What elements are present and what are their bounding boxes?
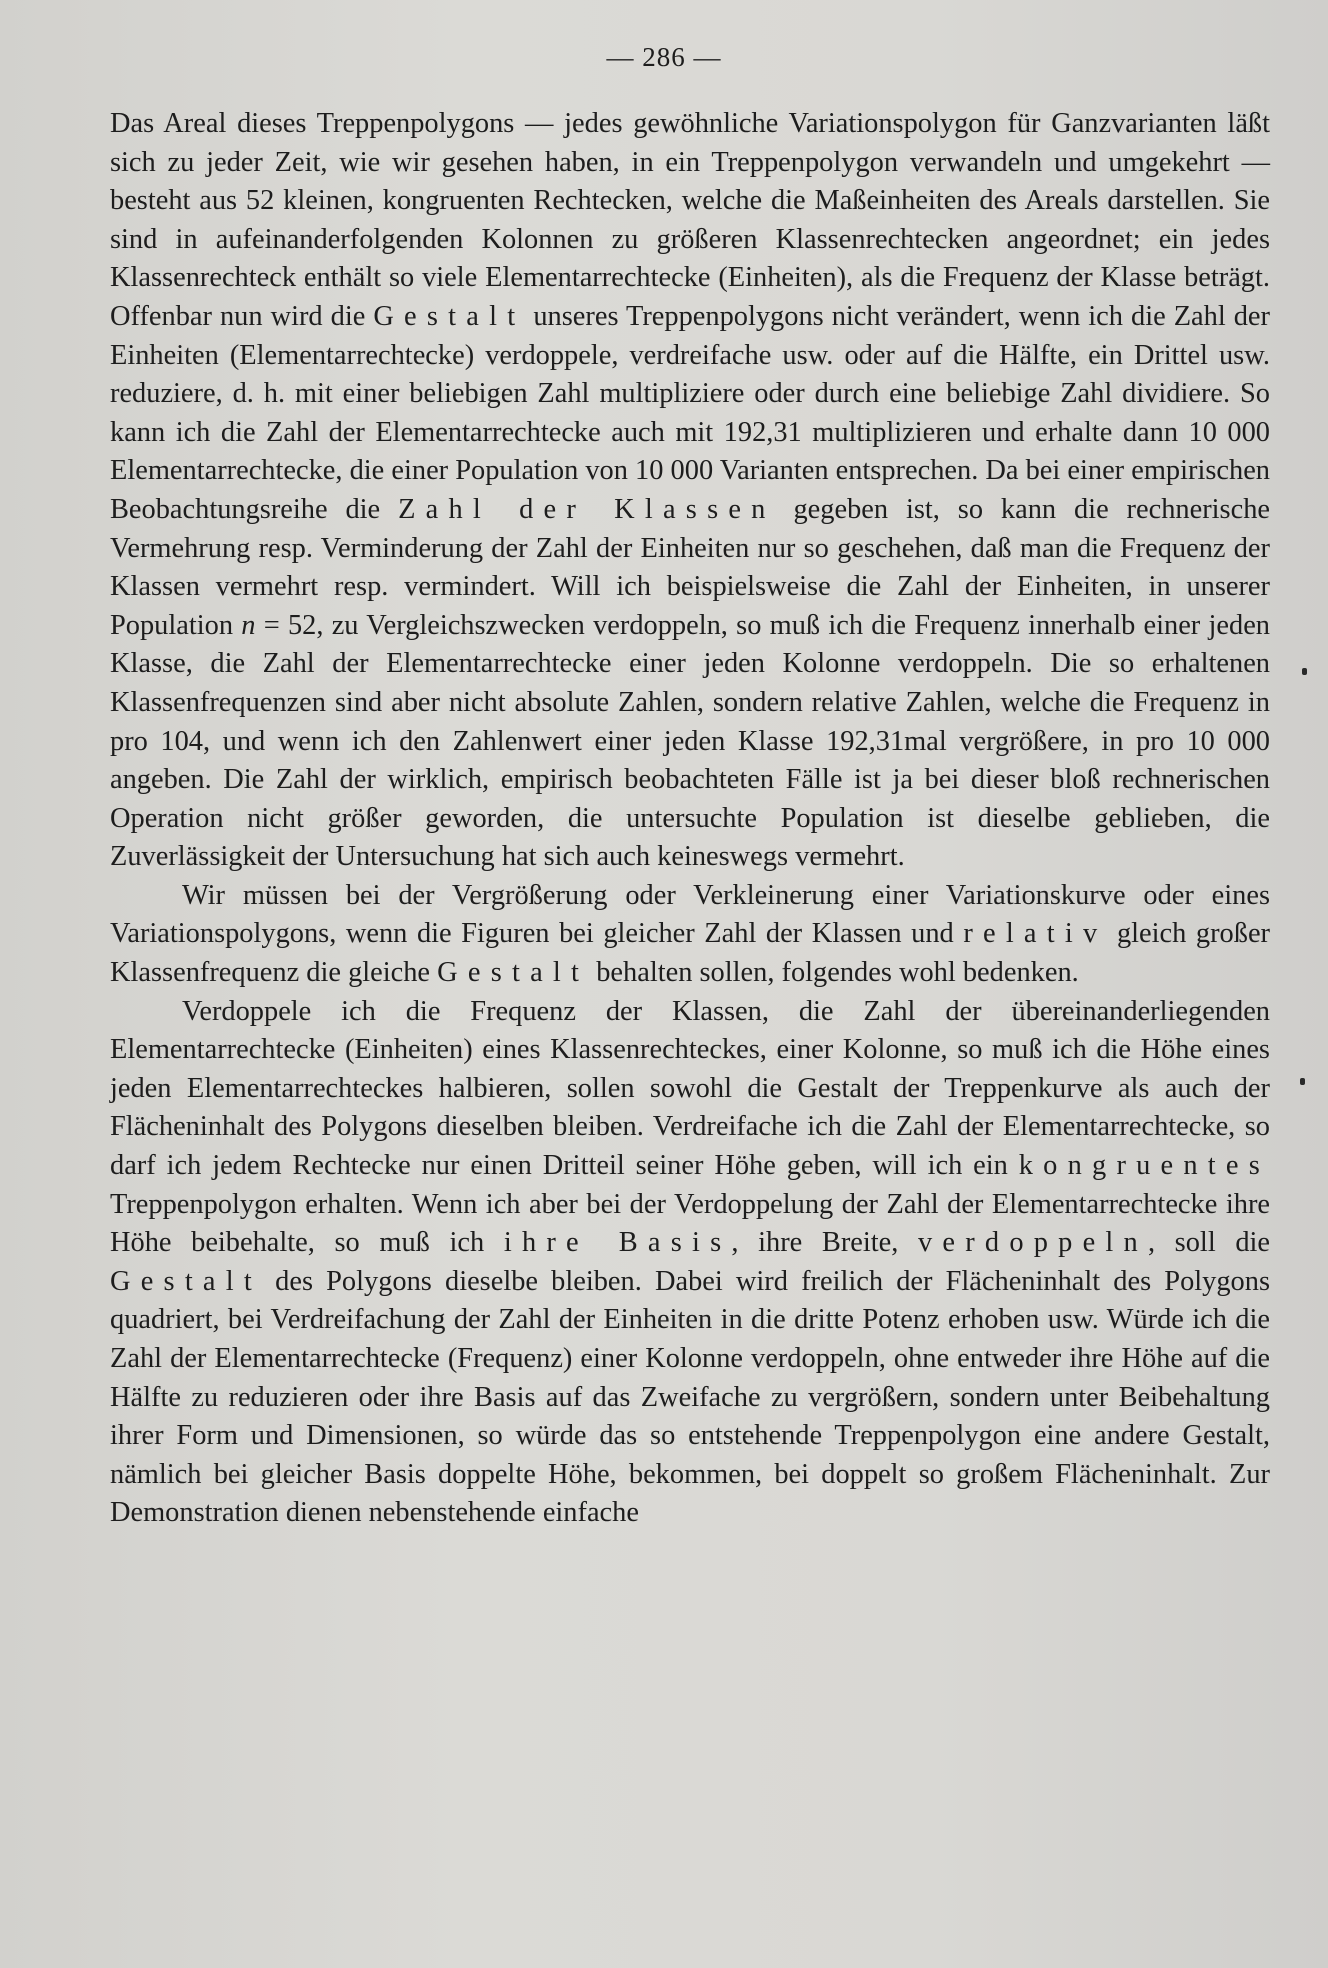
text-run: Verdoppele ich die Frequenz der Klassen, die Zahl der übereinanderliegenden Elementarrechtecke (Einheiten) eines Klassenrechteckes, einer Kolonne, so muß ich die Höhe eines jeden Elementarrechteckes halbieren, sollen sowohl die Gestalt der Treppenkurve als auch der Flächeninhalt des Polygons dieselben bleiben. Verdreifache ich die Zahl der Elementarrechtecke, so darf ich jedem Rechtecke nur einen Dritteil seiner Höhe geben, will ich ein (110, 995, 1270, 1182)
text-run: gegeben ist, so kann die rechnerische Vermehrung resp. Verminderung der Zahl der Einheiten nur so geschehen, daß man die Frequenz der Klassen vermehrt resp. vermindert. Will ich beispielsweise die Zahl der Einheiten, in unserer Population (110, 493, 1270, 641)
text-run: Das Areal dieses Treppenpolygons — jedes gewöhnliche Variationspolygon für Ganzvarianten läßt sich zu jeder Zeit, wie wir gesehen haben, in ein Treppenpolygon verwandeln und umgekehrt — besteht aus 52 kleinen, kongruenten Rechtecken, welche die Maßeinheiten des Areals darstellen. Sie sind in aufeinanderfolgenden Kolonnen zu größeren Klassenrechtecken angeordnet; ein jedes Klassenrechteck enthält so viele Elementarrechtecke (Einheiten), als die Frequenz der Klasse beträgt. Offenbar nun wird die (110, 108, 1270, 332)
text-run: unseres Treppenpolygons nicht verändert, wenn ich die Zahl der Einheiten (Elementarrechtecke) verdoppele, verdreifache usw. oder auf die Hälfte, ein Drittel usw. reduziere, d. h. mit einer beliebigen Zahl multipliziere oder durch eine beliebige Zahl dividiere. So kann ich die Zahl der Elementarrechtecke auch mit 192,31 multiplizieren und erhalte dann 10 000 Elementarrechtecke, die einer Population von 10 000 Varianten entsprechen. Da bei einer empirischen Beobachtungsreihe die (110, 300, 1270, 525)
text-run: Treppenpolygon erhalten. Wenn ich aber bei der Verdoppelung der Zahl der Elementarrechtecke ihre Höhe beibehalte, so muß ich (110, 1188, 1270, 1259)
text-run: gleich großer Klassenfrequenz die gleiche (110, 918, 1270, 989)
spaced-emphasis-text: ihre Basis (503, 1227, 732, 1259)
spaced-emphasis-text: Gestalt (110, 1265, 262, 1297)
body-text (110, 105, 1270, 1533)
text-run: , ihre Breite, (731, 1227, 918, 1259)
text-run: des Polygons dieselbe bleiben. Dabei wird freilich der Flächeninhalt des Polygons quadriert, bei Verdreifachung der Zahl der Einheiten in die dritte Potenz erhoben usw. Würde ich die Zahl der Elementarrechtecke (Frequenz) einer Kolonne verdoppeln, ohne entweder ihre Höhe auf die Hälfte zu reduzieren oder ihre Basis auf das Zweifache zu vergrößern, sondern unter Beibehaltung ihrer Form und Dimensionen, so würde das so entstehende Treppenpolygon eine andere Gestalt, nämlich bei gleicher Basis doppelte Höhe, bekommen, bei doppelt so großem Flächeninhalt. Zur Demonstration dienen nebenstehende einfache (110, 1265, 1270, 1529)
spaced-emphasis-text: relativ (963, 918, 1108, 950)
text-run: Wir müssen bei der Vergrößerung oder Verkleinerung einer Variationskurve oder eines Variationspolygons, wenn die Figuren bei gleicher Zahl der Klassen und (110, 879, 1270, 950)
text-run: behalten sollen, folgendes wohl bedenken. (589, 957, 1079, 989)
paragraph (110, 105, 1270, 877)
spaced-emphasis-text: verdoppeln (917, 1227, 1148, 1259)
spaced-emphasis-text: Gestalt (437, 957, 590, 989)
page-number: — 286 — (606, 42, 722, 72)
margin-mark (1300, 1078, 1305, 1085)
spaced-emphasis-text: kongruentes (1018, 1150, 1270, 1182)
italic-variable: n (241, 609, 256, 641)
text-run: = 52, zu Vergleichszwecken verdoppeln, so muß ich die Frequenz innerhalb einer jeden Klasse, die Zahl der Elementarrechtecke einer jeden Kolonne verdoppeln. Die so erhaltenen Klassenfrequenzen sind aber nicht absolute Zahlen, sondern relative Zahlen, welche die Frequenz in pro 104, und wenn ich den Zahlenwert einer jeden Klasse 192,31mal vergrößere, in pro 10 000 angeben. Die Zahl der wirklich, empirisch beobachteten Fälle ist ja bei dieser bloß rechnerischen Operation nicht größer geworden, die untersuchte Population ist dieselbe geblieben, die Zuverlässigkeit der Untersuchung hat sich auch keineswegs vermehrt. (110, 609, 1270, 873)
paragraph (110, 877, 1270, 993)
margin-mark (1302, 668, 1307, 675)
spaced-emphasis-text: Zahl der Klassen (398, 493, 776, 525)
spaced-emphasis-text: Gestalt (373, 300, 526, 332)
text-run: , soll die (1147, 1227, 1271, 1259)
paragraph (110, 993, 1270, 1533)
